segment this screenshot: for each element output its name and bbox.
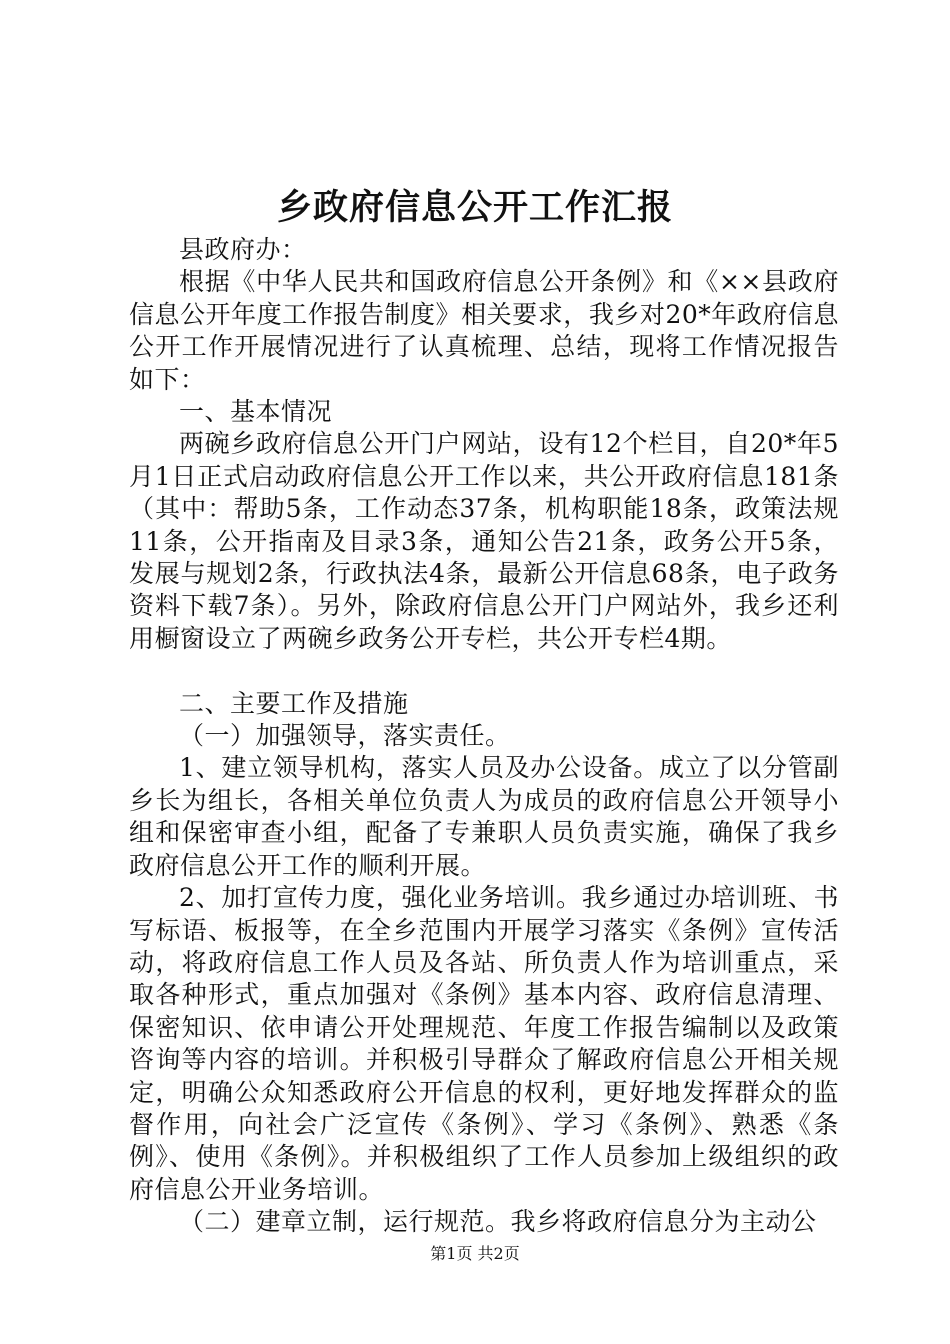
subsection-heading-leadership: （一）加强领导，落实责任。 (179, 721, 511, 751)
paragraph-spacer (129, 655, 839, 687)
page-number: 第1页 共2页 (430, 1244, 520, 1263)
document-title: 乡政府信息公开工作汇报 (276, 187, 673, 228)
intro-paragraph: 根据《中华人民共和国政府信息公开条例》和《××县政府信息公开年度工作报告制度》相关要求，我乡对20*年政府信息公开工作开展情况进行了认真梳理、总结，现将工作情况报告如下： (129, 267, 839, 394)
salutation: 县政府办： (179, 235, 307, 264)
document-body (129, 234, 839, 1239)
section-heading-basic: 一、基本情况 (179, 397, 333, 427)
section-heading-measures: 二、主要工作及措施 (179, 688, 409, 718)
item-paragraph-2: 2、加打宣传力度，强化业务培训。我乡通过办培训班、书写标语、板报等，在全乡范围内开展学习落实《条例》宣传活动，将政府信息工作人员及各站、所负责人作为培训重点，采取各种形式，重点加强对《条例》基本内容、政府信息清理、保密知识、依申请公开处理规范、年度工作报告编制以及政策咨询等内容的培训。并积极引导群众了解政府信息公开相关规定，明确公众知悉政府公开信息的权利，更好地发挥群众的监督作用，向社会广泛宣传《条例》、学习《条例》、熟悉《条例》、使用《条例》。并积极组织了工作人员参加上级组织的政府信息公开业务培训。 (129, 883, 839, 1204)
section-basic-paragraph: 两碗乡政府信息公开门户网站，设有12个栏目，自20*年5月1日正式启动政府信息公开工作以来，共公开政府信息181条（其中：帮助5条，工作动态37条，机构职能18条，政策法规11条，公开指南及目录3条，通知公告21条，政务公开5条，发展与规划2条，行政执法4条，最新公开信息68条，电子政务资料下载7条）。另外，除政府信息公开门户网站外，我乡还利用橱窗设立了两碗乡政务公开专栏，共公开专栏4期。 (129, 429, 839, 653)
subsection-line-regulations: （二）建章立制，运行规范。我乡将政府信息分为主动公 (179, 1207, 817, 1237)
item-paragraph-1: 1、建立领导机构，落实人员及办公设备。成立了以分管副乡长为组长，各相关单位负责人为成员的政府信息公开领导小组和保密审查小组，配备了专兼职人员负责实施，确保了我乡政府信息公开工作的顺利开展。 (129, 753, 839, 880)
